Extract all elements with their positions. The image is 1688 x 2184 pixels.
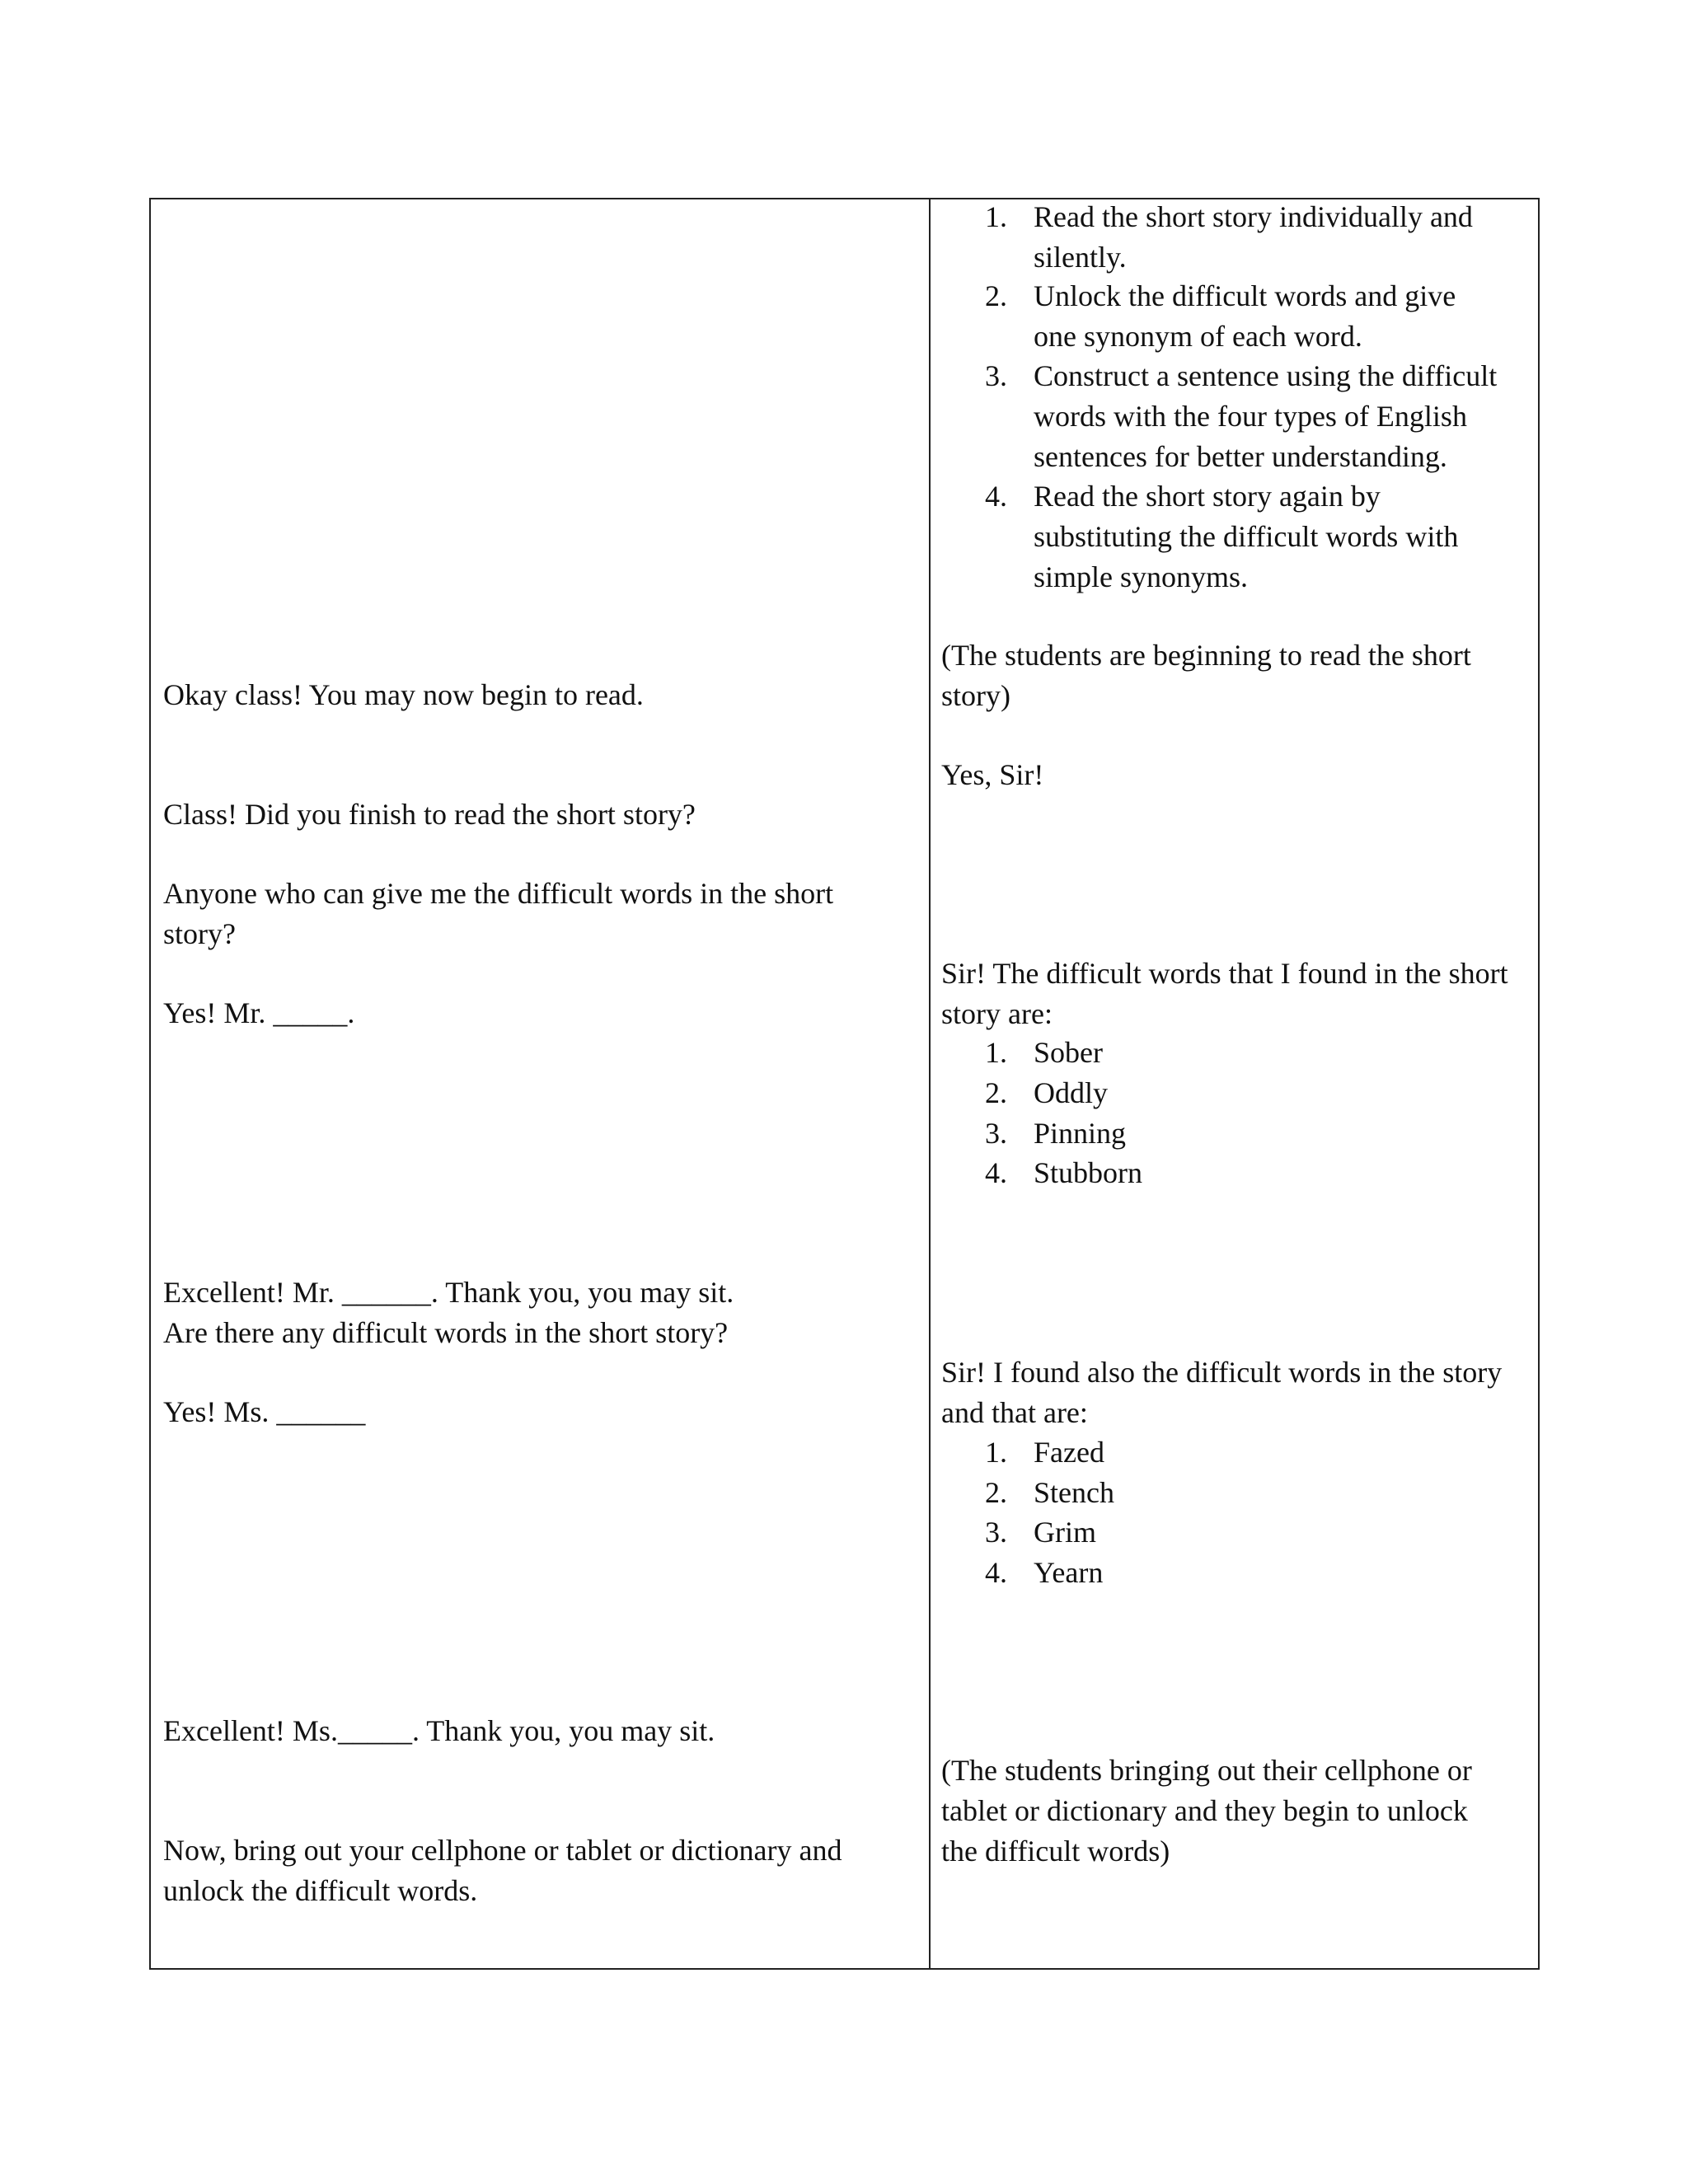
students-unlocking-line1: (The students bringing out their cellphone or (941, 1754, 1472, 1787)
list-item: Grim (1034, 1516, 1096, 1549)
instruction-number: 2. (985, 279, 1007, 312)
teacher-difficult-words-question-line2: story? (163, 917, 236, 950)
list-item: Sober (1034, 1036, 1103, 1069)
students-unlocking-line3: the difficult words) (941, 1835, 1170, 1868)
list-number: 2. (985, 1076, 1007, 1109)
list-item: Oddly (1034, 1076, 1108, 1109)
list-number: 3. (985, 1516, 1007, 1549)
students-yes-sir: Yes, Sir! (941, 758, 1044, 791)
instruction-text: one synonym of each word. (1034, 320, 1362, 353)
teacher-finish-question: Class! Did you finish to read the short story? (163, 798, 696, 831)
teacher-bring-out-line2: unlock the difficult words. (163, 1874, 478, 1907)
teacher-difficult-words-question-line1: Anyone who can give me the difficult words in the short (163, 877, 834, 910)
teacher-call-ms: Yes! Ms. ______ (163, 1395, 366, 1428)
students-reading-line2: story) (941, 679, 1010, 712)
instruction-number: 4. (985, 480, 1007, 513)
list-number: 1. (985, 1036, 1007, 1069)
instruction-number: 3. (985, 359, 1007, 392)
list-number: 3. (985, 1117, 1007, 1150)
teacher-call-mr: Yes! Mr. _____. (163, 996, 355, 1029)
column-divider (929, 198, 931, 1970)
students-reading-line1: (The students are beginning to read the short (941, 639, 1471, 672)
instruction-number: 1. (985, 200, 1007, 233)
teacher-excellent-mr: Excellent! Mr. ______. Thank you, you may sit. (163, 1276, 734, 1309)
list-number: 4. (985, 1156, 1007, 1189)
instruction-text: sentences for better understanding. (1034, 440, 1447, 473)
teacher-any-more-words: Are there any difficult words in the short story? (163, 1316, 729, 1349)
teacher-begin-read: Okay class! You may now begin to read. (163, 678, 644, 711)
students-unlocking-line2: tablet or dictionary and they begin to unlock (941, 1794, 1468, 1827)
instruction-text: Read the short story again by (1034, 480, 1381, 513)
teacher-excellent-ms: Excellent! Ms._____. Thank you, you may sit. (163, 1714, 715, 1747)
list-number: 4. (985, 1556, 1007, 1589)
list-item: Yearn (1034, 1556, 1104, 1589)
list-item: Stubborn (1034, 1156, 1143, 1189)
teacher-bring-out-line1: Now, bring out your cellphone or tablet or dictionary and (163, 1834, 842, 1867)
found-also-intro-line1: Sir! I found also the difficult words in the story (941, 1356, 1503, 1389)
found-words-intro-line1: Sir! The difficult words that I found in the short (941, 957, 1508, 990)
list-item: Stench (1034, 1476, 1114, 1509)
found-words-intro-line2: story are: (941, 997, 1053, 1030)
list-item: Fazed (1034, 1436, 1104, 1469)
instruction-text: words with the four types of English (1034, 400, 1467, 433)
found-also-intro-line2: and that are: (941, 1396, 1088, 1429)
instruction-text: Construct a sentence using the difficult (1034, 359, 1498, 392)
list-number: 2. (985, 1476, 1007, 1509)
list-number: 1. (985, 1436, 1007, 1469)
instruction-text: Read the short story individually and (1034, 200, 1473, 233)
list-item: Pinning (1034, 1117, 1127, 1150)
instruction-text: simple synonyms. (1034, 560, 1249, 593)
instruction-text: Unlock the difficult words and give (1034, 279, 1456, 312)
instruction-text: substituting the difficult words with (1034, 520, 1459, 553)
instruction-text: silently. (1034, 241, 1127, 274)
